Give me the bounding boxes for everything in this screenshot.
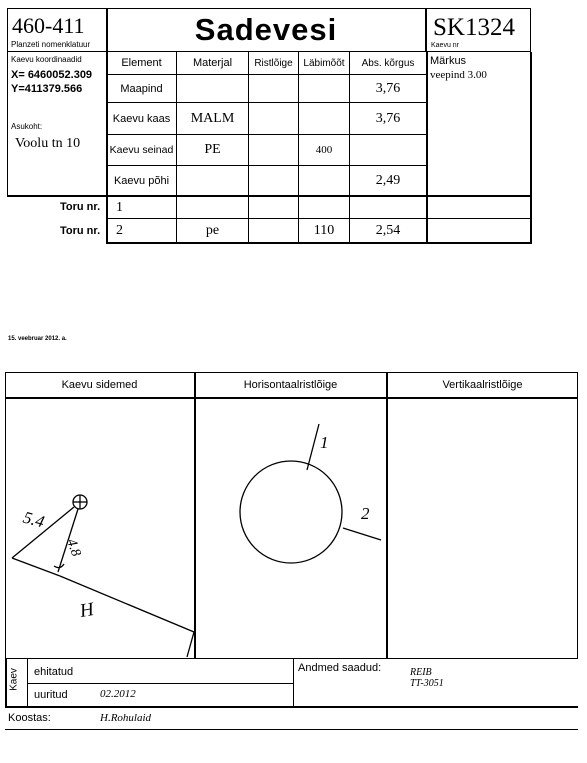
nomenclature-label: Planzeti nomenklatuur — [11, 40, 91, 49]
remarks-label: Märkus — [430, 55, 467, 67]
well-no-label: Kaevu nr — [431, 42, 460, 49]
tie-distance-3: H — [78, 598, 96, 623]
coords-label: Kaevu koordinaadid — [11, 55, 82, 64]
page-title: Sadevesi — [194, 12, 338, 47]
well-no-value: SK1324 — [433, 14, 515, 41]
well-side-label: Kaev — [8, 668, 20, 691]
coord-x: X= 6460052.309 — [11, 69, 93, 81]
date-line: 15. veebruar 2012. a. — [8, 336, 67, 342]
surveyed-label: uuritud — [34, 689, 68, 701]
pipe-2-materjal: pe — [205, 223, 220, 238]
pipe-2-sketch-label: 2 — [361, 504, 370, 523]
row-kaas-element: Kaevu kaas — [112, 112, 171, 125]
row-seinad-materjal: PE — [204, 142, 221, 157]
horizontal-section-sketch — [195, 398, 386, 658]
pipe-2-labimoot: 110 — [313, 223, 335, 238]
col-header-materjal: Materjal — [192, 57, 233, 69]
row-kaas-abs: 3,76 — [375, 110, 401, 126]
coord-y: Y=411379.566 — [11, 83, 83, 95]
tie-distance-1: 5.4 — [21, 507, 47, 532]
built-label: ehitatud — [34, 666, 74, 678]
row-kaas-materjal: MALM — [190, 110, 235, 126]
location-value: Voolu tn 10 — [15, 136, 81, 151]
title-box — [106, 8, 426, 52]
sketch-col-ties: Kaevu sidemed — [61, 379, 138, 391]
col-header-element: Element — [121, 57, 162, 69]
author-label: Koostas: — [8, 712, 51, 724]
tie-distance-2: 4.8 — [63, 537, 84, 559]
pipe-2-nr: 2 — [116, 223, 123, 238]
pipe-1-nr: 1 — [116, 200, 123, 215]
pipe-1-sketch-label: 1 — [320, 433, 329, 452]
row-seinad-element: Kaevu seinad — [109, 144, 174, 156]
data-from-1: REIB — [410, 667, 432, 678]
row-pohi-abs: 2,49 — [375, 172, 401, 188]
well-no-box — [426, 8, 531, 52]
coords-panel — [7, 52, 107, 196]
surveyed-date: 02.2012 — [100, 688, 136, 700]
pipe-2-label: Toru nr. — [60, 225, 101, 237]
row-pohi-element: Kaevu põhi — [113, 174, 170, 187]
nomenclature-box — [7, 8, 108, 52]
sketch-col-horizontal: Horisontaalristlõige — [243, 379, 338, 391]
location-label: Asukoht: — [11, 122, 43, 131]
data-from-2: TT-3051 — [410, 678, 444, 689]
pipe-2-abs: 2,54 — [375, 223, 401, 238]
row-maapind-abs: 3,76 — [375, 80, 401, 96]
col-header-labimoot: Läbimõõt — [303, 57, 345, 69]
remarks-value: veepind 3.00 — [430, 69, 487, 81]
sketch-col-vertical: Vertikaalristlõige — [442, 379, 523, 391]
col-header-abs: Abs. kõrgus — [361, 57, 415, 69]
data-from-label: Andmed saadud: — [298, 662, 382, 674]
nomenclature-value: 460-411 — [12, 13, 85, 38]
row-seinad-labimoot: 400 — [315, 144, 333, 156]
author-value: H.Rohulaid — [100, 712, 152, 724]
pipe-1-label: Toru nr. — [60, 201, 101, 213]
row-maapind-element: Maapind — [120, 82, 163, 95]
col-header-ristloige: Ristlõige — [254, 57, 293, 69]
